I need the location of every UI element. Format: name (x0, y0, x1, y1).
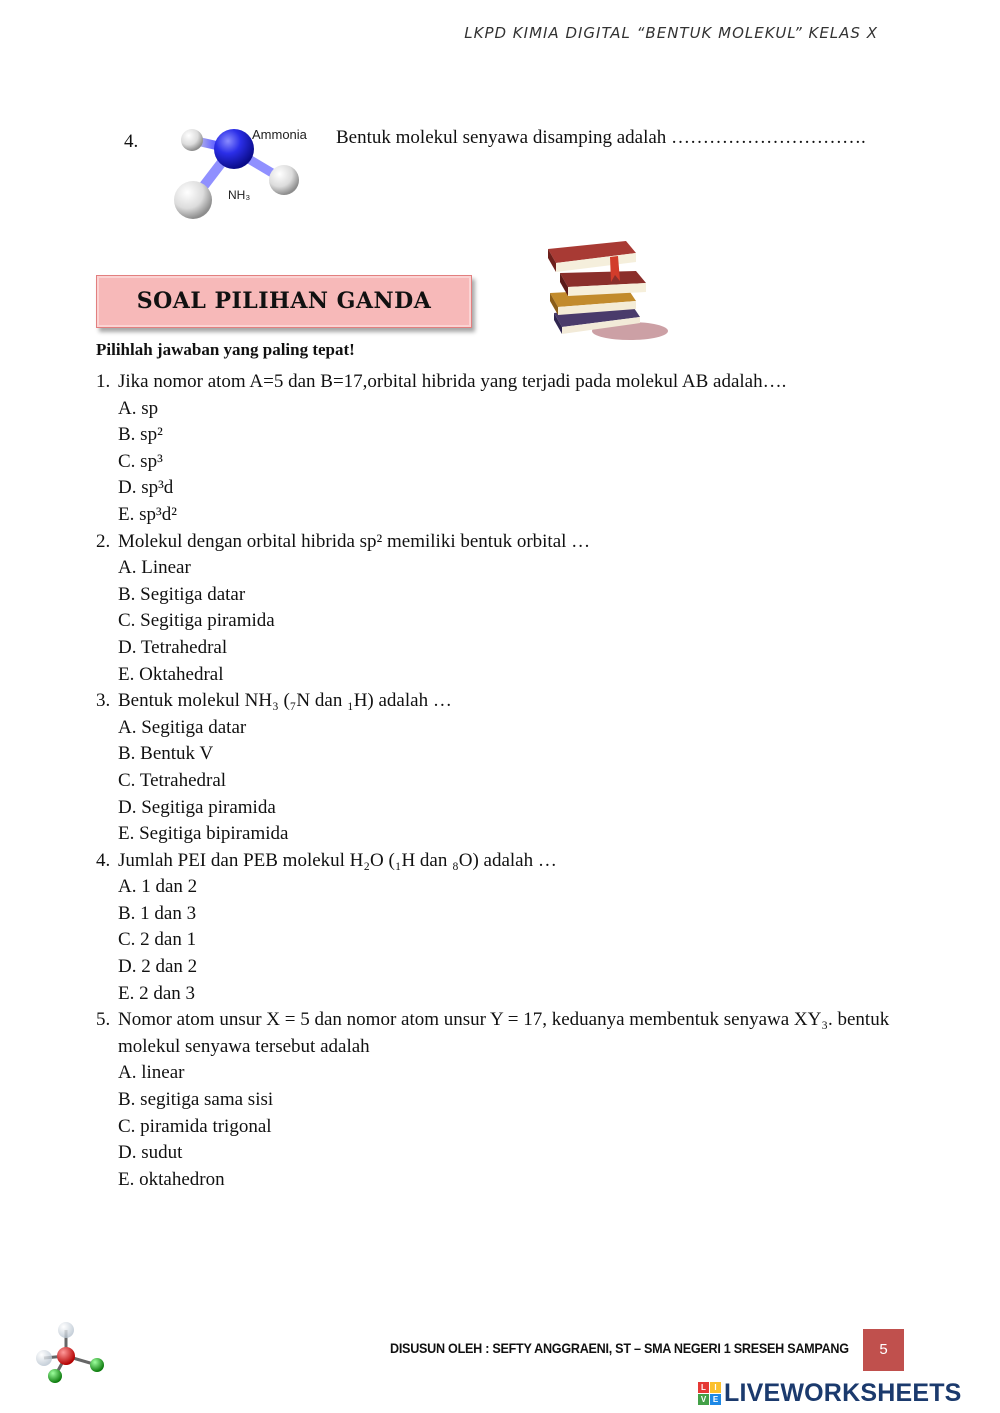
answer-option: E. Segitiga bipiramida (118, 823, 289, 845)
question-4 (96, 848, 916, 1008)
answer-option: B. 1 dan 3 (118, 902, 197, 924)
nh3-formula-label: NH₃ (228, 188, 251, 202)
liveworksheets-logo (698, 1380, 962, 1406)
liveworksheets-text: LIVEWORKSHEETS (724, 1378, 962, 1407)
liveworksheets-icon (698, 1382, 721, 1405)
answer-option: A. 1 dan 2 (118, 876, 198, 898)
answer-option: D. sudut (118, 1142, 183, 1164)
answer-option: C. piramida trigonal (118, 1115, 272, 1137)
section-banner (96, 275, 472, 328)
answer-option: B. Bentuk V (118, 743, 214, 765)
answer-option: C. Segitiga piramida (118, 610, 275, 632)
answer-option: B. sp² (118, 424, 163, 446)
question-text: Nomor atom unsur X = 5 dan nomor atom unsur Y = 17, keduanya membentuk senyawa XY₃. bentuk molekul senyawa tersebut adalah (118, 1009, 890, 1057)
logo-letter: E (710, 1394, 721, 1405)
essay-question-text: Bentuk molekul senyawa disamping adalah …………………………. (336, 127, 866, 148)
logo-letter: I (710, 1382, 721, 1393)
answer-option: A. Linear (118, 557, 191, 579)
answer-option: D. Segitiga piramida (118, 796, 276, 818)
answer-option: C. 2 dan 1 (118, 929, 197, 951)
question-text: Bentuk molekul NH₃ (₇N dan ₁H) adalah … (118, 690, 452, 712)
answer-option: D. sp³d (118, 477, 174, 499)
books-icon (540, 235, 670, 347)
question-text: Jumlah PEI dan PEB molekul H₂O (₁H dan ₈O) adalah … (118, 849, 557, 871)
question-1 (96, 369, 916, 529)
question-3 (96, 688, 916, 848)
footer-credit: DISUSUN OLEH : SEFTY ANGGRAENI, ST – SMA NEGERI 1 SRESEH SAMPANG (390, 1340, 849, 1356)
answer-option: E. sp³d² (118, 503, 177, 525)
molecule-model-icon (30, 1320, 110, 1388)
question-text: Jika nomor atom A=5 dan B=17,orbital hibrida yang terjadi pada molekul AB adalah…. (118, 371, 787, 392)
question-number: 3. (96, 690, 111, 712)
header-title: LKPD KIMIA DIGITAL “BENTUK MOLEKUL” KELAS X (464, 24, 878, 42)
answer-option: E. Oktahedral (118, 663, 224, 685)
logo-letter: V (698, 1394, 709, 1405)
section-title: SOAL PILIHAN GANDA (136, 288, 432, 314)
answer-option: A. linear (118, 1062, 185, 1084)
question-5 (96, 1007, 916, 1193)
answer-option: D. 2 dan 2 (118, 956, 198, 978)
answer-option: B. Segitiga datar (118, 583, 246, 605)
answer-option: E. 2 dan 3 (118, 982, 196, 1004)
answer-option: A. Segitiga datar (118, 716, 247, 738)
answer-option: D. Tetrahedral (118, 636, 228, 658)
question-number: 2. (96, 530, 111, 552)
answer-option: C. Tetrahedral (118, 769, 227, 791)
answer-option: E. oktahedron (118, 1168, 225, 1190)
question-2 (96, 529, 916, 689)
ammonia-label: Ammonia (252, 127, 307, 142)
question-number: 4. (96, 849, 111, 871)
answer-option: B. segitiga sama sisi (118, 1089, 274, 1111)
question-text: Molekul dengan orbital hibrida sp² memiliki bentuk orbital … (118, 530, 591, 552)
page-number: 5 (863, 1329, 904, 1371)
essay-question-number: 4. (124, 131, 139, 152)
instruction-text: Pilihlah jawaban yang paling tepat! (96, 340, 355, 359)
answer-option: A. sp (118, 397, 159, 419)
question-list (96, 369, 916, 1193)
answer-option: C. sp³ (118, 450, 163, 472)
logo-letter: L (698, 1382, 709, 1393)
question-number: 1. (96, 371, 111, 392)
question-number: 5. (96, 1009, 111, 1031)
